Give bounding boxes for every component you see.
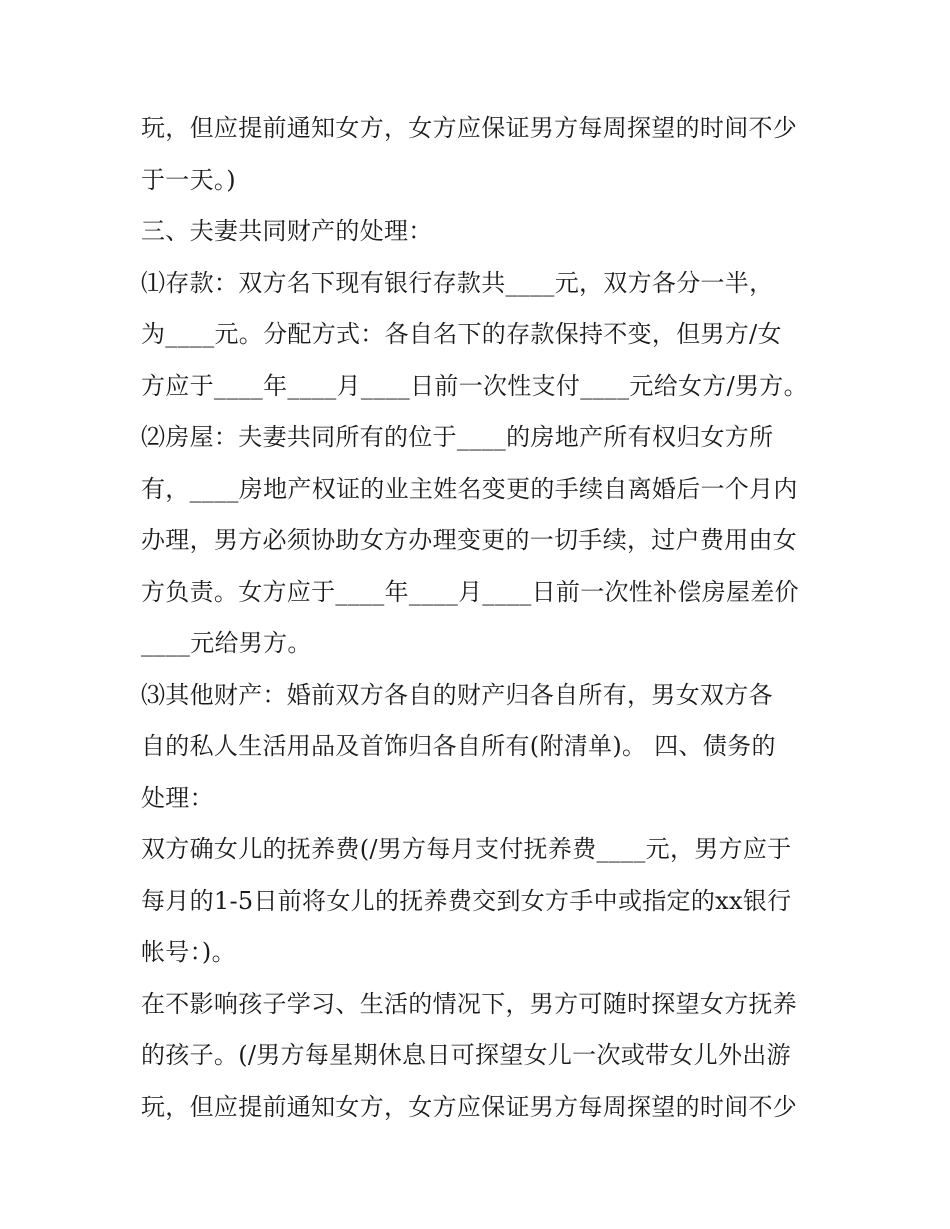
text-line: 玩，但应提前通知女方，女方应保证男方每周探望的时间不少 [141,114,798,142]
text-line: 每月的1-5日前将女儿的抚养费交到女方手中或指定的xx银行 [141,886,792,915]
text-line: ⑶其他财产：婚前双方各自的财产归各自所有，男女双方各 [141,680,773,709]
text-line: 于一天。) [141,165,236,194]
text-line: 为____元。分配方式：各自名下的存款保持不变，但男方/女 [141,320,782,348]
text-line: 方负责。女方应于____年____月____日前一次性补偿房屋差价 [141,577,799,606]
text-line: 玩，但应提前通知女方，女方应保证男方每周探望的时间不少 [141,1092,798,1121]
document-body [141,103,821,1133]
text-line: 在不影响孩子学习、生活的情况下，男方可随时探望女方抚养 [141,989,798,1018]
text-line: 方应于____年____月____日前一次性支付____元给女方/男方。 [141,371,808,400]
text-line: 自的私人生活用品及首饰归各自所有(附清单)。 四、债务的 [141,732,776,760]
text-line: ⑴存款：双方名下现有银行存款共____元，双方各分一半， [141,268,774,297]
text-line: 处理： [141,783,214,812]
text-line: 的孩子。(/男方每星期休息日可探望女儿一次或带女儿外出游 [141,1041,791,1069]
text-line: 办理，男方必须协助女方办理变更的一切手续，过户费用由女 [141,526,798,554]
text-line: 帐号：)。 [141,938,236,966]
section-heading: 三、夫妻共同财产的处理： [141,217,433,245]
text-line: 有，____房地产权证的业主姓名变更的手续自离婚后一个月内 [141,474,798,503]
text-line: ____元给男方。 [141,629,312,657]
text-line: ⑵房屋：夫妻共同所有的位于____的房地产所有权归女方所 [141,423,774,451]
text-line: 双方确女儿的抚养费(/男方每月支付抚养费____元，男方应于 [141,835,792,863]
